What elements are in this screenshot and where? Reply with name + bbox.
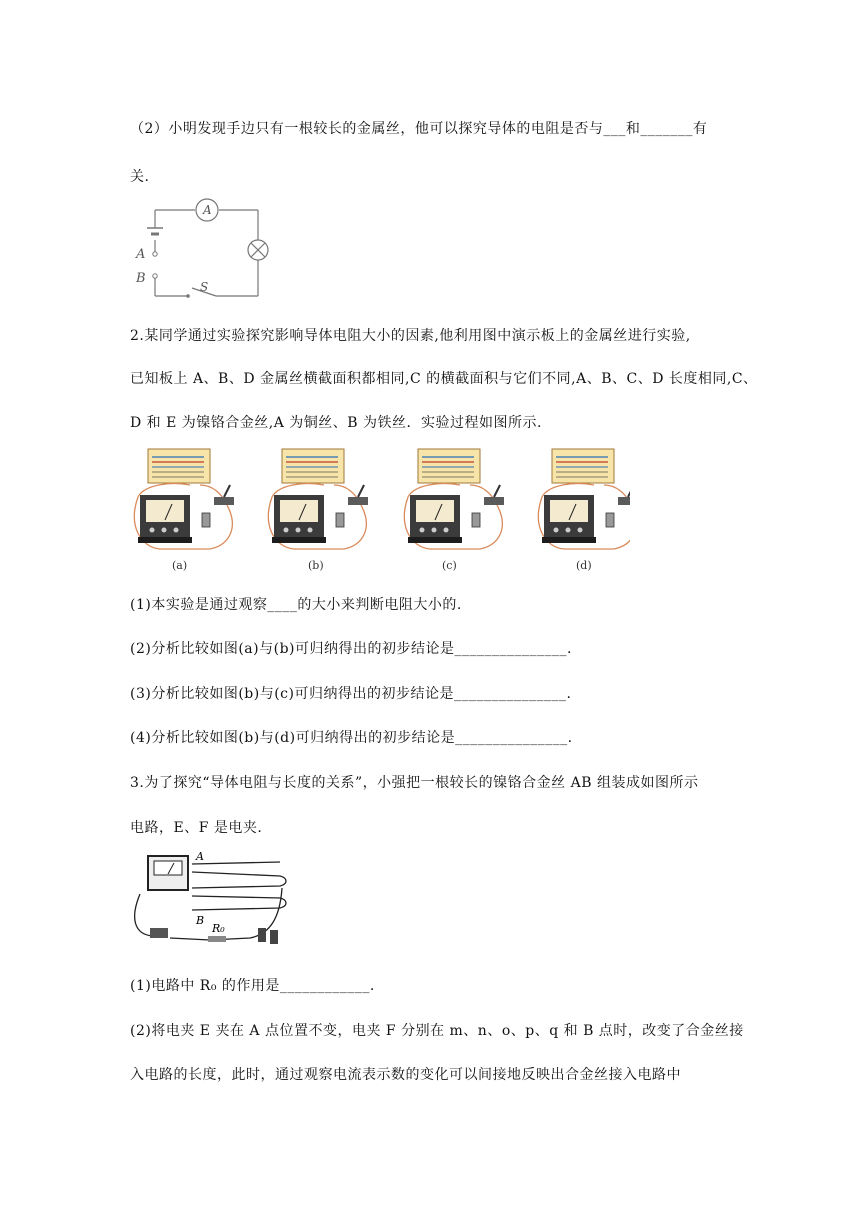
q2-sub1: (1)本实验是通过观察____的大小来判断电阻大小的. [130,597,462,613]
panel-caption-c: (c) [442,559,457,572]
panel-caption-b: (b) [308,559,324,572]
ammeter-label: A [203,203,212,217]
q3-sub2-line2: 入电路的长度，此时，通过观察电流表示数的变化可以间接地反映出合金丝接入电路中 [130,1067,681,1083]
experiment-figure-q2 [130,445,630,575]
point-b-label: B [136,271,146,286]
q2-stem-line2: 已知板上 A、B、D 金属丝横截面积都相同,C 的横截面积与它们不同,A、B、C、D 长度相同,C、 [130,371,758,387]
point-a-label: A [136,247,146,262]
q2-sub2: (2)分析比较如图(a)与(b)可归纳得出的初步结论是_______________. [130,641,572,657]
switch-label: S [200,280,209,294]
panel-caption-d: (d) [576,559,592,572]
figure-label-r0: R₀ [212,922,225,935]
q2-stem-line1: 2.某同学通过实验探究影响导体电阻大小的因素,他利用图中演示板上的金属丝进行实验, [130,328,691,344]
alloy-wire-circuit-figure [130,848,290,958]
figure-label-b: B [196,914,205,927]
q3-stem-line2: 电路，E、F 是电夹. [130,820,263,836]
q2-stem-line3: D 和 E 为镍铬合金丝,A 为铜丝、B 为铁丝．实验过程如图所示. [130,415,542,431]
q1-part2-line2: 关. [130,169,150,185]
q3-sub1: (1)电路中 R₀ 的作用是____________. [130,978,375,994]
panel-caption-a: (a) [172,559,188,572]
q3-sub2-line1: (2)将电夹 E 夹在 A 点位置不变，电夹 F 分别在 m、n、o、p、q 和 B 点时，改变了合金丝接 [130,1023,744,1039]
circuit-diagram-q1 [130,196,280,306]
q2-sub4: (4)分析比较如图(b)与(d)可归纳得出的初步结论是_______________. [130,730,573,746]
q1-part2-line1: （2）小明发现手边只有一根较长的金属丝，他可以探究导体的电阻是否与___和_______有 [130,121,708,137]
figure-label-a: A [196,850,204,863]
q2-sub3: (3)分析比较如图(b)与(c)可归纳得出的初步结论是_______________. [130,686,572,702]
q3-stem-line1: 3.为了探究“导体电阻与长度的关系”，小强把一根较长的镍铬合金丝 AB 组装成如图所示 [130,775,699,791]
